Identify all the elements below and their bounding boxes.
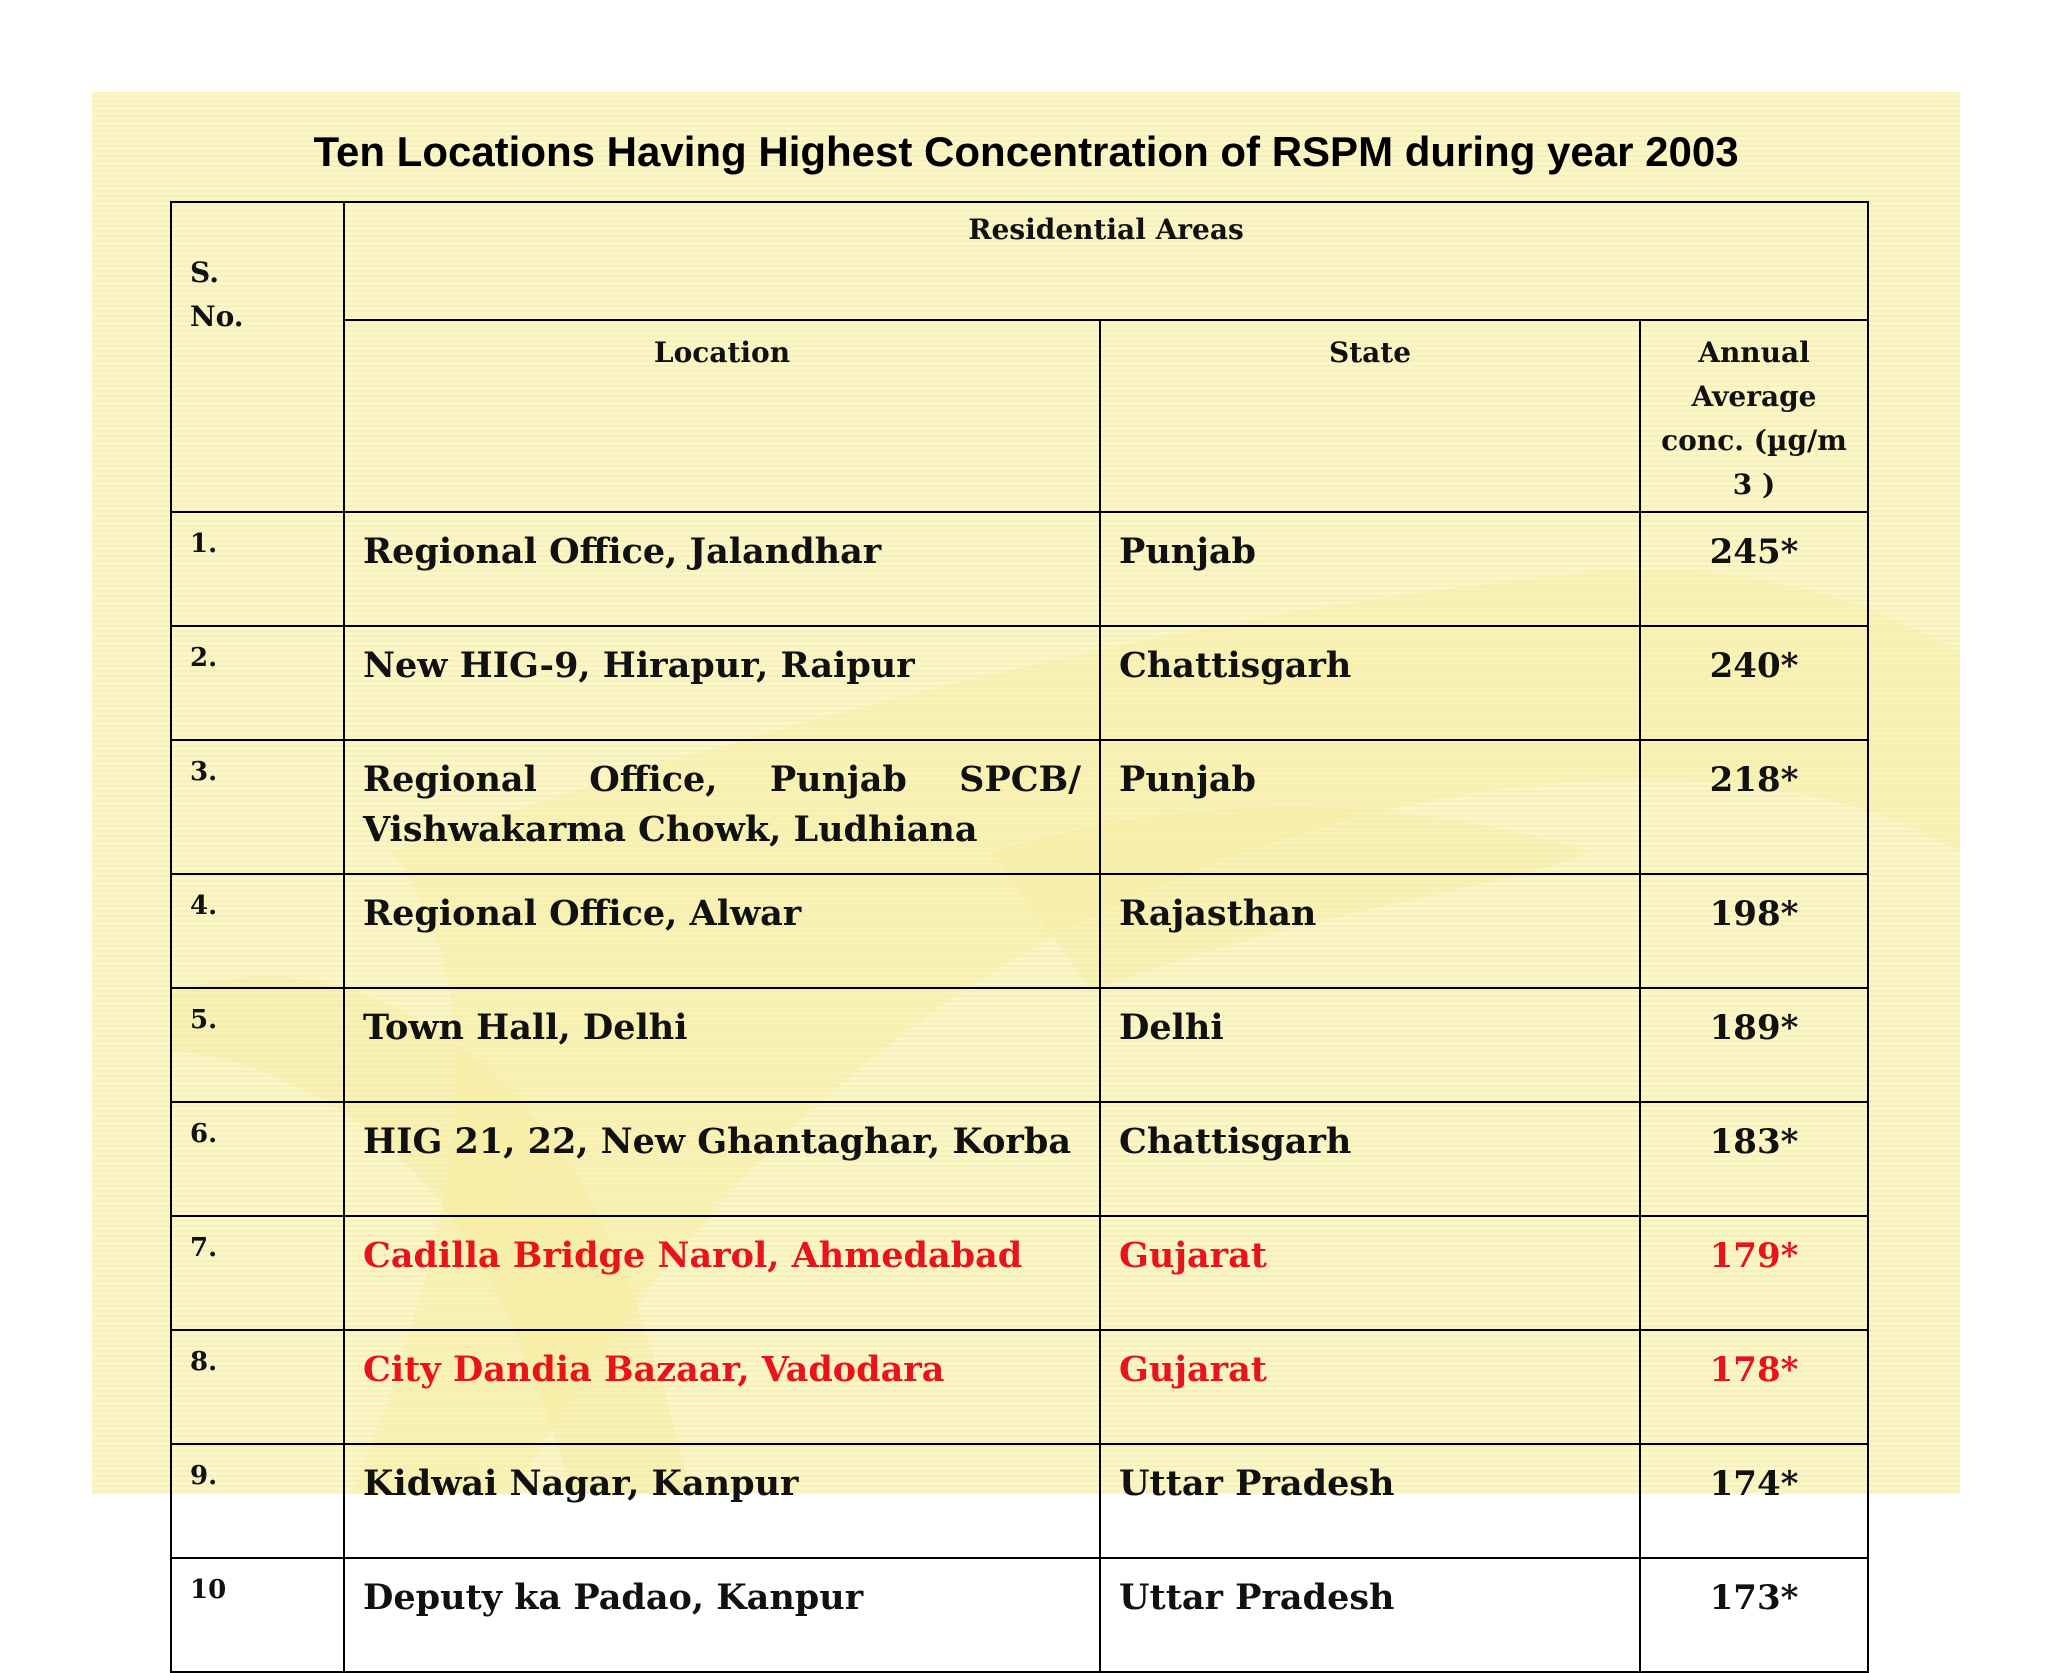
sno-cell: 3. [171,740,344,874]
table-row [171,1558,1868,1672]
sno-cell: 9. [171,1444,344,1558]
residential-areas-header [344,202,1868,320]
location-header: Location [344,320,1100,512]
sno-cell: 10 [171,1558,344,1672]
value-cell: 245* [1640,512,1868,626]
sno-cell: 8. [171,1330,344,1444]
table-row [171,1102,1868,1216]
location-cell: Town Hall, Delhi [344,988,1100,1102]
state-cell: Punjab [1100,740,1640,874]
state-header: State [1100,320,1640,512]
sno-cell: 1. [171,512,344,626]
table-row [171,740,1868,874]
page-title: Ten Locations Having Highest Concentration of RSPM during year 2003 [313,128,1739,175]
location-cell: Regional Office, Jalandhar [344,512,1100,626]
sno-cell: 2. [171,626,344,740]
sno-header-label: S. No. [190,256,244,333]
value-cell: 179* [1640,1216,1868,1330]
table-header-row [171,202,1868,320]
state-cell: Chattisgarh [1100,1102,1640,1216]
residential-areas-label: Residential Areas [968,213,1244,246]
table-row-highlighted [171,1216,1868,1330]
slide [92,92,1960,1618]
location-cell: Deputy ka Padao, Kanpur [344,1558,1100,1672]
state-cell: Rajasthan [1100,874,1640,988]
table-row [171,988,1868,1102]
annual-average-label: Annual Average conc. (µg/m 3 ) [1661,336,1847,501]
sno-cell: 7. [171,1216,344,1330]
table-row [171,1444,1868,1558]
annual-average-header [1640,320,1868,512]
location-cell: Kidwai Nagar, Kanpur [344,1444,1100,1558]
state-cell: Gujarat [1100,1330,1640,1444]
rspm-table [170,201,1869,1673]
state-cell: Uttar Pradesh [1100,1444,1640,1558]
state-cell: Punjab [1100,512,1640,626]
value-cell: 173* [1640,1558,1868,1672]
table-row-highlighted [171,1330,1868,1444]
value-cell: 189* [1640,988,1868,1102]
table-row [171,874,1868,988]
state-cell: Delhi [1100,988,1640,1102]
sno-header [171,202,344,512]
table-subheader-row [171,320,1868,512]
sno-cell: 6. [171,1102,344,1216]
location-cell: Regional Office, Punjab SPCB/ Vishwakarma Chowk, Ludhiana [344,740,1100,874]
table-row [171,512,1868,626]
state-cell: Chattisgarh [1100,626,1640,740]
state-cell: Gujarat [1100,1216,1640,1330]
location-cell: Cadilla Bridge Narol, Ahmedabad [344,1216,1100,1330]
location-cell: HIG 21, 22, New Ghantaghar, Korba [344,1102,1100,1216]
location-cell: City Dandia Bazaar, Vadodara [344,1330,1100,1444]
value-cell: 174* [1640,1444,1868,1558]
value-cell: 183* [1640,1102,1868,1216]
value-cell: 240* [1640,626,1868,740]
sno-cell: 4. [171,874,344,988]
value-cell: 178* [1640,1330,1868,1444]
state-cell: Uttar Pradesh [1100,1558,1640,1672]
location-cell: Regional Office, Alwar [344,874,1100,988]
table-row [171,626,1868,740]
value-cell: 218* [1640,740,1868,874]
value-cell: 198* [1640,874,1868,988]
sno-cell: 5. [171,988,344,1102]
location-cell: New HIG-9, Hirapur, Raipur [344,626,1100,740]
